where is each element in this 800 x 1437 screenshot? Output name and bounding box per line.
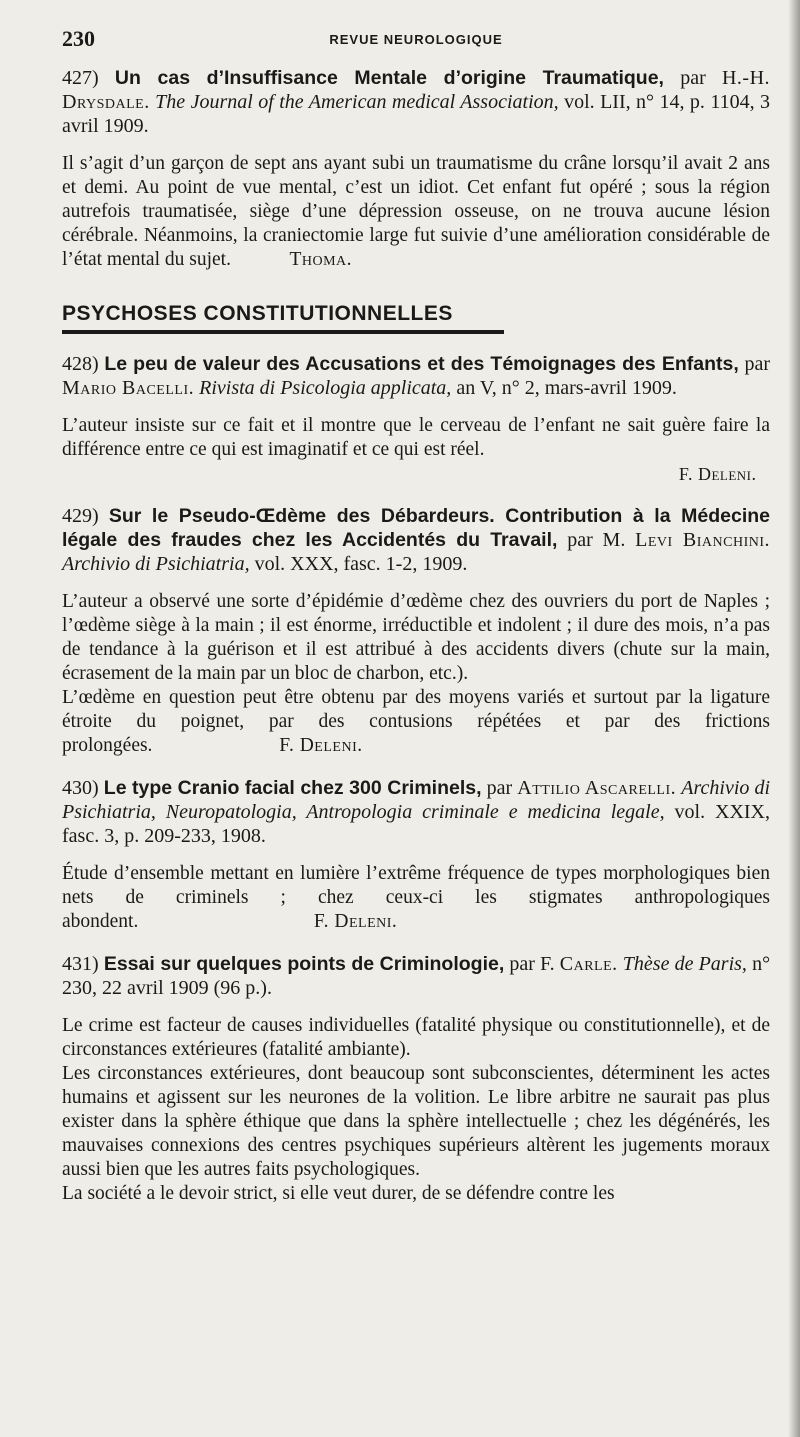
entry-journal: Rivista di Psicologia applicata, bbox=[199, 377, 452, 399]
entry-signature: Thoma. bbox=[289, 249, 353, 270]
entry-by: par F. bbox=[509, 953, 555, 975]
entry-body: La société a le devoir strict, si elle veut durer, de se défendre contre les bbox=[62, 1183, 615, 1204]
entry-body: Les circonstances extérieures, dont beaucoup sont subconscientes, déterminent les actes humains et agissent sur les neurones de la volition. Le libre arbitre ne saurait pas plus exister dans la sphère éthique que dans la sphère intellectuelle ; chez les dégénérés, les mauvaises connexions des centres psychiques supérieurs altèrent les jugements moraux aussi bien que les autres faits psychologiques. bbox=[62, 1063, 770, 1180]
entry-author: Levi Bianchini. bbox=[635, 529, 771, 551]
entry-430 bbox=[62, 776, 770, 934]
entry-reference: n° 230, 22 avril 1909 (96 p.). bbox=[62, 953, 771, 999]
running-title: REVUE NEUROLOGIQUE bbox=[329, 32, 503, 47]
entry-body: Il s’agit d’un garçon de sept ans ayant subi un traumatisme du crâne lorsqu’il avait 2 ans et demi. Au point de vue mental, c’est un idiot. Cet enfant fut opéré ; sous la région autrefois traumatisée, siège d’une dépression osseuse, on ne trouva aucune lésion cérébrale. Néanmoins, la craniectomie large fut suivie d’une amélioration considérable de l’état mental du sujet. Thoma. bbox=[62, 153, 770, 270]
entry-body: L’auteur insiste sur ce fait et il montre que le cerveau de l’enfant ne sait guère faire la différence entre ce qui est imaginatif et ce qui est réel. bbox=[62, 415, 770, 460]
entry-signature: F. Deleni. bbox=[678, 464, 757, 484]
entry-431 bbox=[62, 952, 770, 1206]
entry-title: Le type Cranio facial chez 300 Criminels, bbox=[103, 777, 482, 799]
section-heading bbox=[62, 302, 770, 334]
entry-author: Mario Bacelli. bbox=[62, 377, 195, 399]
entry-heading bbox=[62, 352, 770, 400]
entry-journal: Archivio di Psichiatria, bbox=[62, 553, 250, 575]
entry-author: Carle. bbox=[559, 953, 618, 975]
entry-title: Sur le Pseudo-Œdème des Débardeurs. Contribution à la Médecine légale des fraudes chez les Accidentés du Travail, bbox=[62, 505, 770, 551]
section-title: PSYCHOSES CONSTITUTIONNELLES bbox=[62, 302, 453, 325]
entry-by: par bbox=[486, 777, 513, 799]
entry-by: par bbox=[680, 67, 706, 89]
entry-signature: F. Deleni. bbox=[313, 911, 398, 932]
entry-heading bbox=[62, 952, 770, 1000]
entry-title: Essai sur quelques points de Criminologie, bbox=[103, 953, 505, 975]
entry-body: L’œdème en question peut être obtenu par des moyens variés et surtout par la ligature étroite du poignet, par des contusions répétées et par des frictions prolongées. bbox=[62, 687, 770, 756]
entry-journal: The Journal of the American medical Association, bbox=[155, 91, 559, 113]
entry-by: par bbox=[744, 353, 771, 375]
entry-signature: F. Deleni. bbox=[279, 735, 363, 756]
section-rule bbox=[62, 330, 504, 334]
entry-journal: Thèse de Paris, bbox=[622, 953, 747, 975]
page-number: 230 bbox=[62, 26, 95, 51]
entry-number: 431) bbox=[62, 953, 99, 975]
entry-427 bbox=[62, 66, 770, 272]
entry-by: par M. bbox=[567, 529, 626, 551]
entry-title: Le peu de valeur des Accusations et des Témoignages des Enfants, bbox=[104, 353, 739, 375]
journal-page bbox=[62, 22, 770, 1206]
entry-number: 428) bbox=[62, 353, 99, 375]
entry-heading bbox=[62, 504, 770, 576]
entry-reference: an V, n° 2, mars-avril 1909. bbox=[456, 377, 677, 399]
entry-heading bbox=[62, 66, 770, 138]
page-spine-shadow bbox=[788, 0, 800, 1437]
entry-author: H.-H. Drysdale. bbox=[62, 67, 771, 113]
entry-reference: vol. XXX, fasc. 1-2, 1909. bbox=[254, 553, 468, 575]
entry-reference: vol. XXIX, fasc. 3, p. 209-233, 1908. bbox=[62, 801, 770, 847]
entry-reference: vol. LII, n° 14, p. 1104, 3 avril 1909. bbox=[62, 91, 771, 137]
entry-heading bbox=[62, 776, 770, 848]
entry-number: 429) bbox=[62, 505, 99, 527]
entry-body: Étude d’ensemble mettant en lumière l’extrême fréquence de types morphologiques bien nets de criminels ; chez ceux-ci les stigmates anthropologiques abondent. bbox=[62, 863, 770, 932]
entry-number: 427) bbox=[62, 67, 99, 89]
entry-body: L’auteur a observé une sorte d’épidémie d’œdème chez des ouvriers du port de Naples ; l’œdème siège à la main ; il est énorme, irréductible et indolent ; il dure des mois, n’a pas de tendance à la guérison et il est attribué à des accidents divers (chute sur la main, écrasement de la main par un bloc de charbon, etc.). bbox=[62, 591, 770, 684]
entry-429 bbox=[62, 504, 770, 758]
entry-title: Un cas d’Insuffisance Mentale d’origine Traumatique, bbox=[114, 67, 664, 89]
entry-author: Attilio Ascarelli. bbox=[517, 777, 677, 799]
entry-number: 430) bbox=[62, 777, 99, 799]
page-header bbox=[62, 22, 770, 62]
entry-body: Le crime est facteur de causes individuelles (fatalité physique ou constitutionnelle), et de circonstances extérieures (fatalité ambiante). bbox=[62, 1015, 770, 1060]
entry-journal: Archivio di Psichiatria, Neuropatologia, Antropologia criminale e medicina legale, bbox=[62, 777, 771, 823]
entry-428 bbox=[62, 352, 770, 486]
